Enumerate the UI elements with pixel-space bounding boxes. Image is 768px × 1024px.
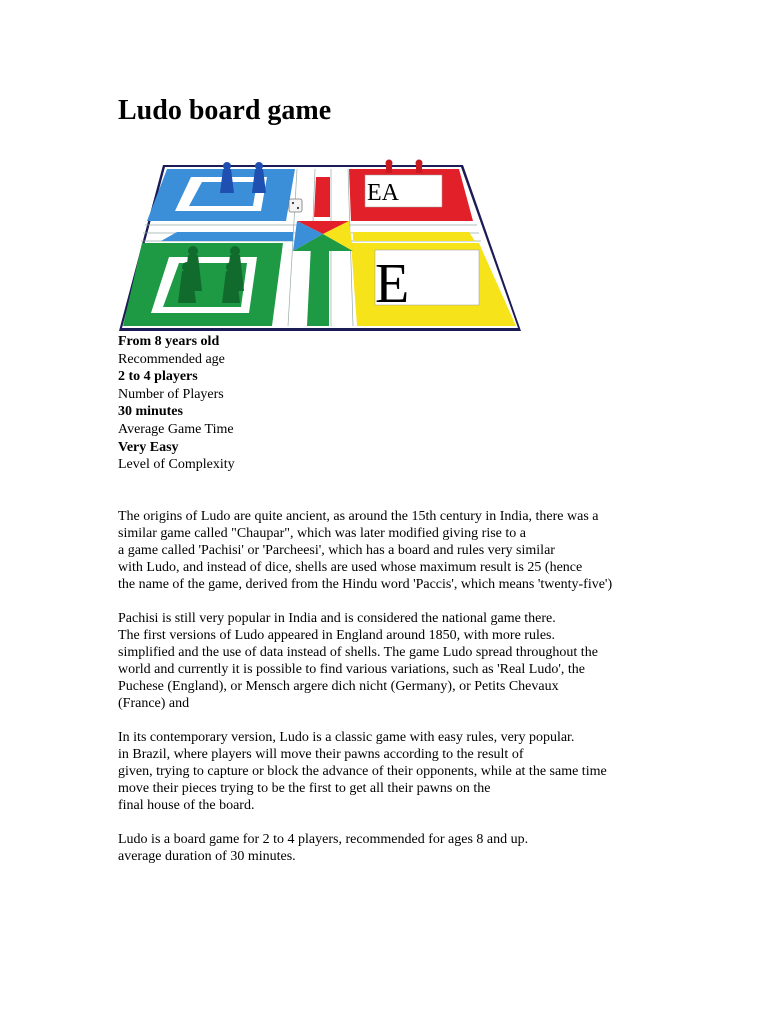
stat-complexity-value: Very Easy	[118, 439, 179, 455]
paragraph-summary	[118, 831, 612, 865]
text-line: given, trying to capture or block the advance of their opponents, while at the same time	[118, 764, 607, 779]
text-line: The first versions of Ludo appeared in England around 1850, with more rules.	[118, 628, 556, 643]
text-line: Ludo is a board game for 2 to 4 players, recommended for ages 8 and up.	[118, 832, 529, 847]
text-line: in Brazil, where players will move their pawns according to the result of	[118, 747, 524, 762]
text-line: The origins of Ludo are quite ancient, as around the 15th century in India, there was a	[118, 509, 599, 524]
board-label-e: E	[375, 253, 410, 315]
stat-time-value: 30 minutes	[118, 404, 183, 420]
text-line: average duration of 30 minutes.	[118, 849, 296, 864]
game-stats	[118, 333, 235, 474]
paragraph-origins	[118, 508, 612, 593]
text-line: world and currently it is possible to find various variations, such as 'Real Ludo', the	[118, 662, 585, 677]
article-body	[118, 508, 612, 882]
text-line: In its contemporary version, Ludo is a classic game with easy rules, very popular.	[118, 730, 575, 745]
text-line: final house of the board.	[118, 798, 255, 813]
stat-age-value: From 8 years old	[118, 334, 220, 349]
text-line: move their pieces trying to be the first to get all their pawns on the	[118, 781, 491, 796]
page-title: Ludo board game	[118, 95, 332, 126]
ludo-board-illustration	[119, 160, 521, 332]
text-line: (France) and	[118, 696, 190, 711]
stat-complexity-label: Level of Complexity	[118, 457, 235, 473]
paragraph-pachisi	[118, 610, 612, 712]
text-line: similar game called "Chaupar", which was later modified giving rise to a	[118, 526, 526, 541]
stat-time-label: Average Game Time	[118, 421, 234, 437]
text-line: the name of the game, derived from the Hindu word 'Paccis', which means 'twenty-five')	[118, 577, 613, 592]
board-label-ea: EA	[367, 180, 399, 206]
text-line: Pachisi is still very popular in India and is considered the national game there.	[118, 611, 556, 626]
text-line: Puchese (England), or Mensch argere dich nicht (Germany), or Petits Chevaux	[118, 679, 559, 694]
paragraph-contemporary	[118, 729, 612, 814]
stat-age-label: Recommended age	[118, 351, 225, 367]
text-line: a game called 'Pachisi' or 'Parcheesi', which has a board and rules very similar	[118, 543, 555, 558]
stat-players-label: Number of Players	[118, 386, 224, 402]
text-line: simplified and the use of data instead of shells. The game Ludo spread throughout the	[118, 645, 598, 660]
stat-players-value: 2 to 4 players	[118, 369, 198, 385]
text-line: with Ludo, and instead of dice, shells are used whose maximum result is 25 (hence	[118, 560, 583, 575]
ludo-board-image	[117, 155, 522, 335]
